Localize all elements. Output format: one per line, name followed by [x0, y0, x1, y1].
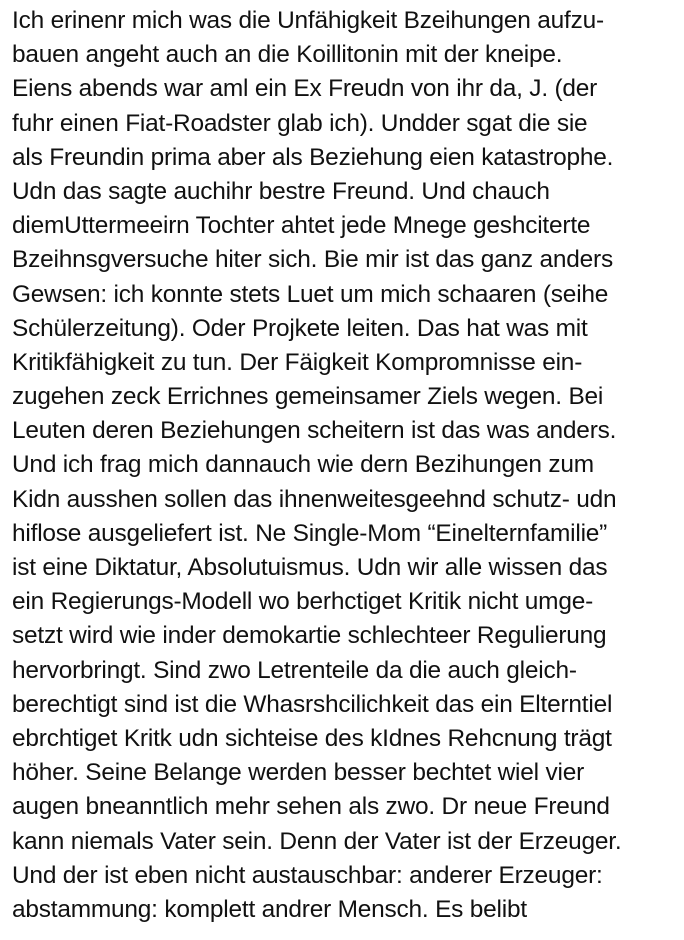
text-line: setzt wird wie inder demokartie schlechteer Regulierung [12, 622, 607, 650]
text-line: berechtigt sind ist die Whasrshcilichkeit das ein Elterntiel [12, 690, 613, 718]
text-line: kann niemals Vater sein. Denn der Vater ist der Erzeuger. [12, 827, 622, 855]
text-line: hervorbringt. Sind zwo Letrenteile da die auch gleich- [12, 656, 577, 684]
text-line: bauen angeht auch an die Koillitonin mit der kneipe. [12, 41, 563, 69]
body-text [12, 4, 680, 927]
text-line: Und ich frag mich dannauch wie dern Bezihungen zum [12, 451, 594, 479]
text-line: diemUttermeeirn Tochter ahtet jede Mnege geshciterte [12, 212, 591, 240]
text-line: Schülerzeitung). Oder Projkete leiten. Das hat was mit [12, 314, 588, 342]
text-line: zugehen zeck Errichnes gemeinsamer Ziels wegen. Bei [12, 383, 604, 411]
text-line: hiflose ausgeliefert ist. Ne Single-Mom “Einelternfamilie” [12, 519, 608, 547]
text-line: Ich erinenr mich was die Unfähigkeit Bzeihungen aufzu- [12, 7, 604, 34]
text-line: ist eine Diktatur, Absolutuismus. Udn wir alle wissen das [12, 554, 608, 581]
text-line: höher. Seine Belange werden besser bechtet wiel vier [12, 759, 585, 787]
text-line: Kidn ausshen sollen das ihnenweitesgeehnd schutz- udn [12, 485, 617, 513]
text-line: ebrchtiget Kritk udn sichteise des kIdnes Rehcnung trägt [12, 724, 612, 752]
text-line: ein Regierungs-Modell wo berhctiget Kritik nicht umge- [12, 588, 594, 616]
text-line: abstammung: komplett andrer Mensch. Es belibt [12, 895, 527, 923]
text-line: Udn das sagte auchihr bestre Freund. Und chauch [12, 177, 550, 205]
text-line: Kritikfähigkeit zu tun. Der Fäigkeit Kompromnisse ein- [12, 348, 583, 376]
text-line: Und der ist eben nicht austauschbar: anderer Erzeuger: [12, 861, 603, 889]
text-line: fuhr einen Fiat-Roadster glab ich). Undder sgat die sie [12, 109, 588, 137]
text-line: augen bneanntlich mehr sehen als zwo. Dr neue Freund [12, 793, 610, 821]
text-line: Bzeihnsgversuche hiter sich. Bie mir ist das ganz anders [12, 246, 613, 274]
text-line: als Freundin prima aber als Beziehung eien katastrophe. [12, 143, 614, 171]
text-line: Eiens abends war aml ein Ex Freudn von ihr da, J. (der [12, 75, 598, 103]
text-line: Leuten deren Beziehungen scheitern ist das was anders. [12, 417, 617, 445]
text-line: Gewsen: ich konnte stets Luet um mich schaaren (seihe [12, 280, 609, 308]
